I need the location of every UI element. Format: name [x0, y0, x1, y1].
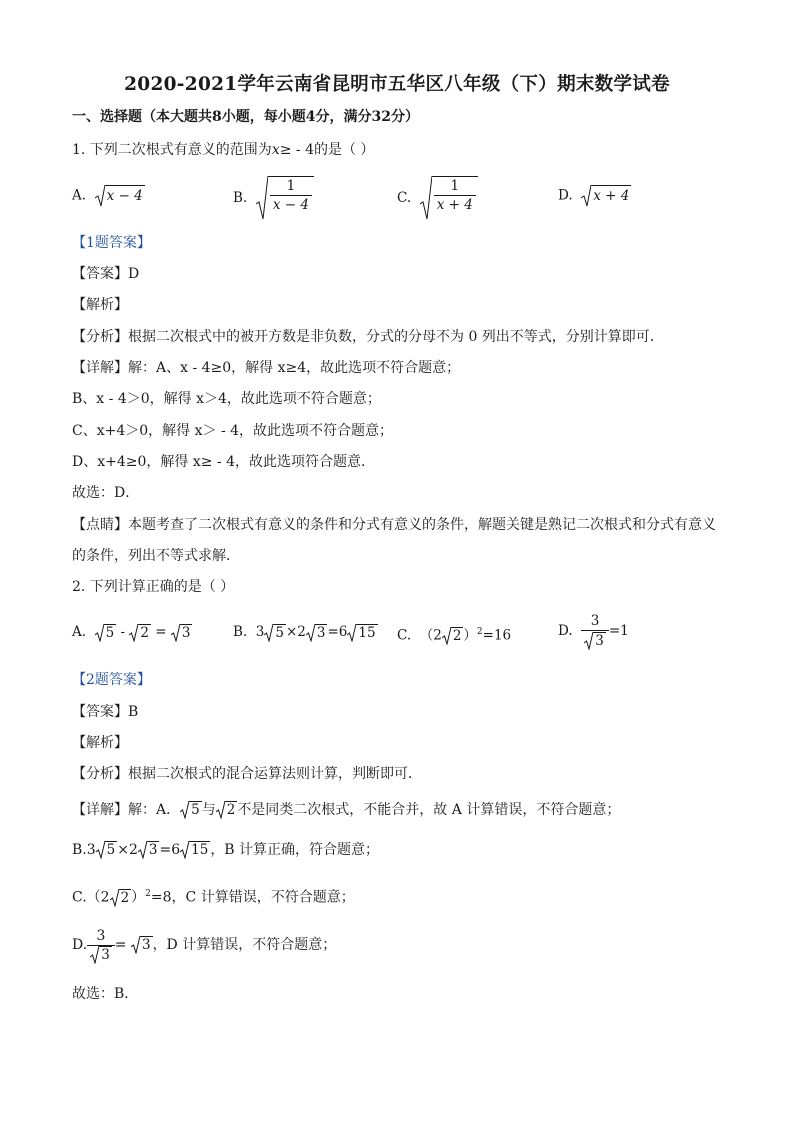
q2-option-c[interactable]: C. （2 2 ）$^2$=16 — [397, 627, 512, 644]
q2-option-d[interactable]: D. $\frac{3}{3}$ =1 — [558, 613, 629, 649]
q1-stem — [72, 140, 374, 160]
section-heading: 一、选择题（本大题共8小题，每小题4分，满分32分） — [72, 109, 419, 125]
q2-stem: 2. 下列计算正确的是（ ） — [72, 579, 235, 595]
q2-detail-c: C.（2 2 ）$^2$=8，C 计算错误，不符合题意； — [72, 889, 355, 906]
q1-comment-line2: 的条件，列出不等式求解． — [72, 548, 240, 564]
q1-detail-c: C、x+4＞0，解得 x＞ - 4，故此选项不符合题意； — [72, 423, 394, 439]
q1-option-d-label: D. — [558, 187, 573, 204]
q2-detail-d: D. $\frac{3}{3}$ = 3 ，D 计算错误，不符合题意； — [72, 927, 337, 963]
q2-option-b[interactable]: B. 3 5 ×2 3 =6 15 — [233, 624, 376, 641]
q1-comment-line1: 【点睛】本题考查了二次根式有意义的条件和分式有意义的条件，解题关键是熟记二次根式和分式有意义 — [72, 517, 716, 533]
q2-option-d-label: D. — [558, 622, 573, 639]
sqrt-fraction: $\frac{1}{x - 4}$ — [256, 176, 314, 220]
q2-analysis: 【分析】根据二次根式的混合运算法则计算，判断即可． — [72, 766, 422, 782]
q2-option-b-label: B. — [233, 624, 248, 640]
q1-option-c[interactable] — [397, 176, 478, 220]
q1-stem-tail: ≥ - 4的是（ ） — [279, 142, 375, 158]
q2-detail-a: 【详解】解：A． 5 与 2 不是同类二次根式，不能合并，故 A 计算错误，不符合题意； — [72, 802, 621, 818]
q1-detail-b: B、x - 4＞0，解得 x＞4，故此选项不符合题意； — [72, 391, 381, 407]
q1-option-d[interactable] — [558, 185, 631, 207]
q2-answer-tag: 【2题答案】 — [72, 672, 151, 688]
q2-option-a[interactable]: A. 5 - 2 = 3 — [72, 624, 191, 641]
q1-option-b[interactable] — [233, 176, 314, 220]
q1-analysis: 【分析】根据二次根式中的被开方数是非负数，分式的分母不为 0 列出不等式，分别计算即可． — [72, 329, 664, 345]
page-title: 2020-2021学年云南省昆明市五华区八年级（下）期末数学试卷 — [124, 74, 670, 95]
sqrt-expr: x + 4 — [581, 185, 631, 207]
q1-option-a[interactable] — [72, 185, 145, 207]
sqrt-fraction: $\frac{1}{x + 4}$ — [420, 176, 478, 220]
q1-option-a-label: A. — [72, 187, 87, 204]
q2-detail-b: B.3 5 ×2 3 =6 15 ，B 计算正确，符合题意； — [72, 842, 380, 858]
q1-answer: 【答案】D — [72, 266, 140, 282]
q2-option-c-label: C. — [397, 627, 412, 644]
q1-choose: 故选：D． — [72, 485, 140, 501]
q1-answer-tag: 【1题答案】 — [72, 235, 151, 251]
q1-option-b-label: B. — [233, 190, 248, 206]
sqrt-expr: x − 4 — [95, 185, 145, 207]
q2-answer: 【答案】B — [72, 704, 139, 720]
q1-detail-d: D、x+4≥0，解得 x≥ - 4，故此选项符合题意． — [72, 454, 376, 470]
q1-detail-a: 【详解】解：A、x - 4≥0，解得 x≥4，故此选项不符合题意； — [72, 360, 461, 376]
q2-jiexi: 【解析】 — [72, 735, 128, 751]
q1-stem-text: 1. 下列二次根式有意义的范围为 — [72, 142, 272, 158]
q2-choose: 故选：B． — [72, 986, 139, 1002]
q1-stem-var: x — [271, 142, 280, 158]
q1-jiexi: 【解析】 — [72, 297, 128, 313]
q2-option-a-label: A. — [72, 624, 87, 640]
q1-option-c-label: C. — [397, 190, 412, 206]
